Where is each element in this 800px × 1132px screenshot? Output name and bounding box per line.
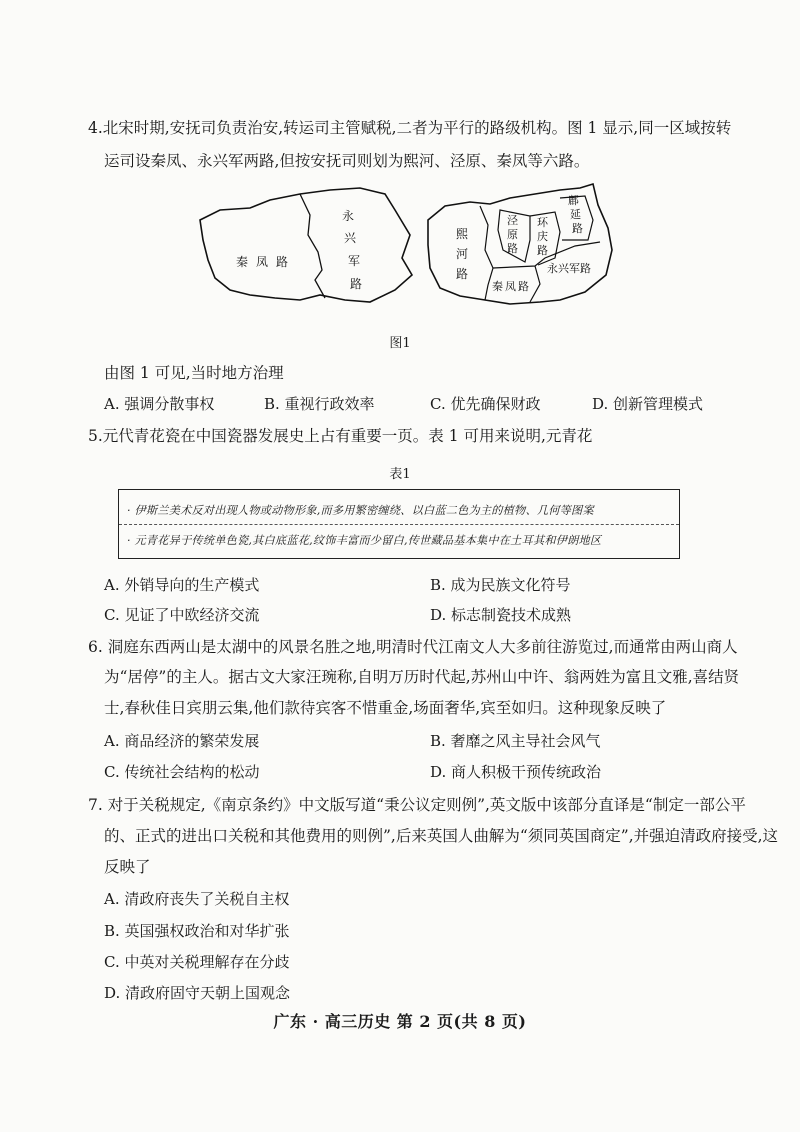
q4-option-b[interactable]: B. 重视行政效率 (264, 395, 375, 413)
q4-stem-line1: 4.北宋时期,安抚司负责治安,转运司主管赋税,二者为平行的路级机构。图 1 显示,同一区域按转 (88, 119, 732, 137)
label-right-fuyan-1: 鄜 (568, 194, 579, 207)
label-left-yongxing-3: 军 (348, 254, 361, 268)
q4-option-a[interactable]: A. 强调分散事权 (104, 395, 215, 413)
q6-option-a[interactable]: A. 商品经济的繁荣发展 (104, 732, 260, 750)
q5-option-d[interactable]: D. 标志制瓷技术成熟 (430, 606, 572, 624)
table-1-divider (119, 524, 679, 525)
q5-option-a[interactable]: A. 外销导向的生产模式 (104, 576, 260, 594)
label-left-qinfeng: 秦凤路 (236, 255, 297, 269)
table-1-caption: 表1 (389, 467, 411, 482)
label-right-jingyuan-3: 路 (507, 242, 518, 255)
q6-stem-line2: 为“居停”的主人。据古文大家汪琬称,自明万历时代起,苏州山中许、翁两姓为富且文雅,喜结贤 (104, 668, 740, 686)
label-right-huanqing-2: 庆 (537, 230, 548, 243)
label-right-jingyuan-2: 原 (507, 228, 518, 241)
figure-1-caption: 图1 (389, 336, 411, 351)
left-map-boundary (300, 194, 325, 298)
q7-stem-line2: 的、正式的进出口关税和其他费用的则例”,后来英国人曲解为“须同英国商定”,并强迫清政府接受,这 (104, 827, 779, 845)
label-right-huanqing-1: 环 (537, 216, 548, 229)
label-right-yongxing: 永兴军路 (547, 262, 591, 275)
q6-option-d[interactable]: D. 商人积极干预传统政治 (430, 763, 602, 781)
q4-option-c[interactable]: C. 优先确保财政 (430, 395, 541, 413)
label-left-yongxing-1: 永 (342, 209, 355, 223)
q6-stem-line3: 士,春秋佳日宾朋云集,他们款待宾客不惜重金,场面奢华,宾至如归。这种现象反映了 (104, 699, 667, 717)
q6-option-b[interactable]: B. 奢靡之风主导社会风气 (430, 732, 601, 750)
table-1 (118, 489, 680, 559)
figure-1-maps (0, 180, 800, 310)
q5-stem: 5.元代青花瓷在中国瓷器发展史上占有重要一页。表 1 可用来说明,元青花 (88, 427, 593, 445)
q7-stem-line1: 7. 对于关税规定,《南京条约》中文版写道“秉公议定则例”,英文版中该部分直译是“制定一部公平 (88, 796, 746, 814)
q7-option-c[interactable]: C. 中英对关税理解存在分歧 (104, 953, 290, 971)
label-left-yongxing-2: 兴 (344, 231, 357, 245)
q6-stem-line1: 6. 洞庭东西两山是太湖中的风景名胜之地,明清时代江南文人大多前往游览过,而通常由两山商人 (88, 638, 738, 656)
q5-option-c[interactable]: C. 见证了中欧经济交流 (104, 606, 260, 624)
q7-option-a[interactable]: A. 清政府丧失了关税自主权 (104, 890, 290, 908)
q6-option-c[interactable]: C. 传统社会结构的松动 (104, 763, 260, 781)
label-right-qinfeng: 秦凤路 (492, 280, 531, 293)
q4-question: 由图 1 可见,当时地方治理 (104, 364, 284, 382)
label-right-fuyan-2: 延 (570, 208, 581, 221)
label-right-fuyan-3: 路 (572, 222, 583, 235)
q7-option-d[interactable]: D. 清政府固守天朝上国观念 (104, 984, 291, 1002)
q7-stem-line3: 反映了 (104, 858, 151, 876)
table-1-row-1: · 伊斯兰美术反对出现人物或动物形象,而多用繁密缠绕、以白蓝二色为主的植物、几何等图案 (127, 504, 594, 517)
right-map-boundary-qinfeng (530, 266, 540, 302)
q4-option-d[interactable]: D. 创新管理模式 (592, 395, 704, 413)
page-footer: 广东 · 高三历史 第 2 页(共 8 页) (273, 1012, 527, 1031)
label-left-yongxing-4: 路 (350, 277, 363, 291)
q5-option-b[interactable]: B. 成为民族文化符号 (430, 576, 571, 594)
table-1-row-2: · 元青花异于传统单色瓷,其白底蓝花,纹饰丰富而少留白,传世藏品基本集中在土耳其和伊朗地区 (127, 534, 602, 547)
label-right-xihe-3: 路 (456, 267, 469, 281)
label-right-jingyuan-1: 泾 (507, 214, 518, 227)
label-right-huanqing-3: 路 (537, 244, 548, 257)
q7-option-b[interactable]: B. 英国强权政治和对华扩张 (104, 922, 290, 940)
label-right-xihe-2: 河 (456, 247, 469, 261)
label-right-xihe-1: 熙 (456, 227, 469, 241)
q4-stem-line2: 运司设秦凤、永兴军两路,但按安抚司则划为熙河、泾原、秦凤等六路。 (104, 152, 590, 170)
